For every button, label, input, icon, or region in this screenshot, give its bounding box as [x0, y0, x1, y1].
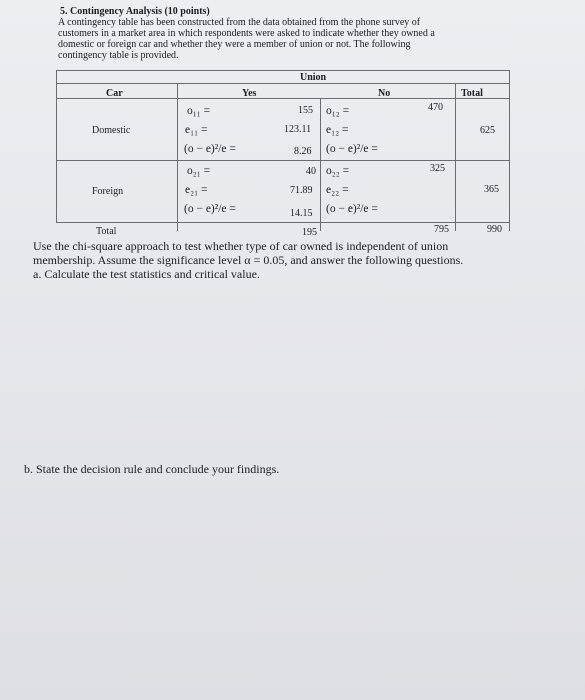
- o11-value: 155: [298, 105, 313, 116]
- oe21-label: (o − e)²/e =: [184, 203, 236, 215]
- oe21-value: 14.15: [290, 208, 313, 219]
- o11-label: o₁₁ =: [187, 105, 211, 117]
- e21-value: 71.89: [290, 185, 313, 196]
- foreign-label: Foreign: [92, 186, 124, 197]
- union-header: Union: [300, 72, 327, 83]
- table-rule-right: [509, 70, 510, 231]
- table-rule-row-1: [56, 160, 510, 161]
- domestic-label: Domestic: [92, 125, 131, 136]
- foreign-total-value: 365: [484, 184, 499, 195]
- oe11-value: 8.26: [294, 146, 312, 157]
- car-header: Car: [106, 88, 123, 99]
- question-intro-line-4: contingency table is provided.: [58, 50, 179, 61]
- o12-label: o₁₂ =: [326, 105, 350, 117]
- table-rule-col-2: [320, 98, 321, 231]
- domestic-total-value: 625: [480, 125, 495, 136]
- no-foreign-value: 325: [430, 163, 445, 174]
- instruction-line-2: membership. Assume the significance level α = 0.05, and answer the following questions.: [33, 253, 464, 267]
- table-rule-col-3: [455, 83, 456, 231]
- part-a-prompt: a. Calculate the test statistics and critical value.: [33, 267, 260, 281]
- table-rule-header-1: [56, 83, 510, 84]
- e11-value: 123.11: [284, 124, 312, 135]
- yes-header: Yes: [242, 88, 257, 99]
- question-intro-line-1: A contingency table has been constructed from the data obtained from the phone survey of: [58, 17, 421, 28]
- grand-total-value: 990: [487, 224, 502, 235]
- yes-total-value: 195: [302, 227, 317, 238]
- no-total-value: 795: [434, 224, 449, 235]
- e21-label: e₂₁ =: [185, 184, 208, 196]
- no-header: No: [378, 88, 391, 99]
- o22-label: o₂₂ =: [326, 165, 350, 177]
- total-row-label: Total: [96, 226, 117, 237]
- table-rule-row-2: [56, 222, 510, 223]
- part-b-prompt: b. State the decision rule and conclude your findings.: [24, 462, 280, 476]
- o21-label: o₂₁ =: [187, 165, 211, 177]
- table-rule-header-2: [56, 98, 510, 99]
- instruction-line-1: Use the chi-square approach to test whether type of car owned is independent of union: [33, 239, 449, 253]
- e12-label: e₁₂ =: [326, 124, 349, 136]
- no-domestic-value: 470: [428, 102, 443, 113]
- total-header: Total: [461, 88, 483, 99]
- question-intro-line-3: domestic or foreign car and whether they were a member of union or not. The following: [58, 39, 411, 50]
- o21-value: 40: [306, 166, 316, 177]
- table-rule-left: [56, 70, 57, 222]
- question-title: 5. Contingency Analysis (10 points): [60, 6, 210, 17]
- e11-label: e₁₁ =: [185, 124, 208, 136]
- oe11-label: (o − e)²/e =: [184, 143, 236, 155]
- table-rule-top: [56, 70, 510, 71]
- e22-label: e₂₂ =: [326, 184, 349, 196]
- table-rule-col-1: [177, 83, 178, 231]
- oe22-label: (o − e)²/e =: [326, 203, 378, 215]
- question-intro-line-2: customers in a market area in which respondents were asked to indicate whether they owned a: [58, 28, 435, 39]
- oe12-label: (o − e)²/e =: [326, 143, 378, 155]
